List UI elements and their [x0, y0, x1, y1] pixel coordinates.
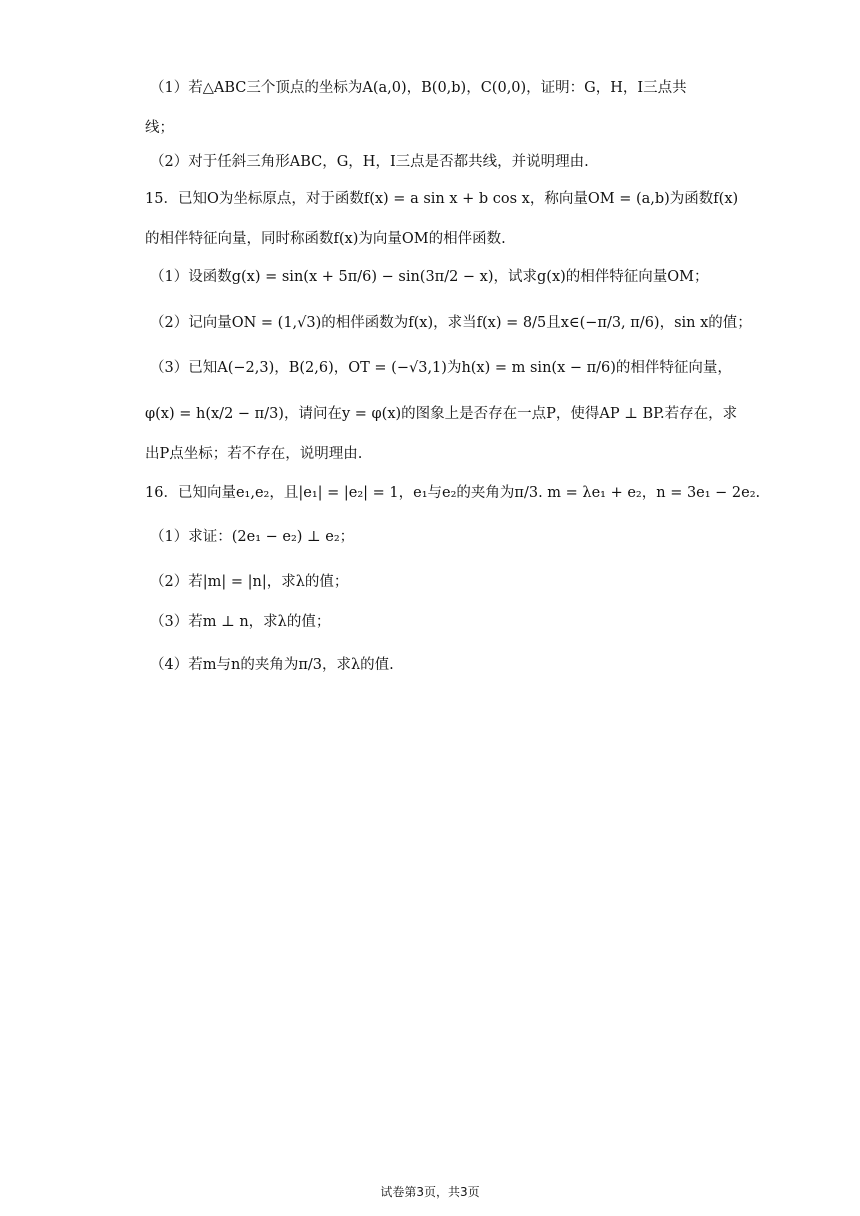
q15-stem-line1: 15．已知O为坐标原点，对于函数f(x) = a sin x + b cos x，称向量OM = (a,b)为函数f(x)	[145, 191, 739, 207]
q16-part3: （3）若m ⊥ n，求λ的值；	[150, 614, 331, 630]
q14-part2: （2）对于任斜三角形ABC，G，H，I三点是否都共线，并说明理由.	[150, 154, 589, 170]
q16-stem: 16．已知向量e₁,e₂，且|e₁| = |e₂| = 1，e₁与e₂的夹角为π/3. m = λe₁ + e₂，n = 3e₁ − 2e₂.	[145, 485, 761, 501]
q15-part2: （2）记向量ON = (1,√3)的相伴函数为f(x)，求当f(x) = 8/5且x∈(−π/3, π/6)，sin x的值；	[150, 315, 752, 331]
q16-part2: （2）若|m| = |n|，求λ的值；	[150, 574, 349, 590]
q15-part3-line1: （3）已知A(−2,3)，B(2,6)，OT = (−√3,1)为h(x) = m sin(x − π/6)的相伴特征向量，	[150, 360, 732, 376]
q16-part4: （4）若m与n的夹角为π/3，求λ的值.	[150, 657, 394, 673]
q14-part1-line2: 线；	[145, 120, 174, 136]
q15-part1: （1）设函数g(x) = sin(x + 5π/6) − sin(3π/2 − x)，试求g(x)的相伴特征向量OM；	[150, 269, 709, 285]
q15-stem-line2: 的相伴特征向量，同时称函数f(x)为向量OM的相伴函数.	[145, 231, 506, 247]
q16-part1: （1）求证：(2e₁ − e₂) ⊥ e₂；	[150, 529, 355, 545]
q14-part1-line1: （1）若△ABC三个顶点的坐标为A(a,0)，B(0,b)，C(0,0)，证明：G，H，I三点共	[150, 80, 687, 96]
q15-part3-line2: φ(x) = h(x/2 − π/3)，请问在y = φ(x)的图象上是否存在一点P，使得AP ⊥ BP.若存在，求	[145, 406, 738, 422]
page-footer: 试卷第3页，共3页	[380, 1185, 480, 1199]
q15-part3-line3: 出P点坐标；若不存在，说明理由.	[145, 446, 363, 462]
